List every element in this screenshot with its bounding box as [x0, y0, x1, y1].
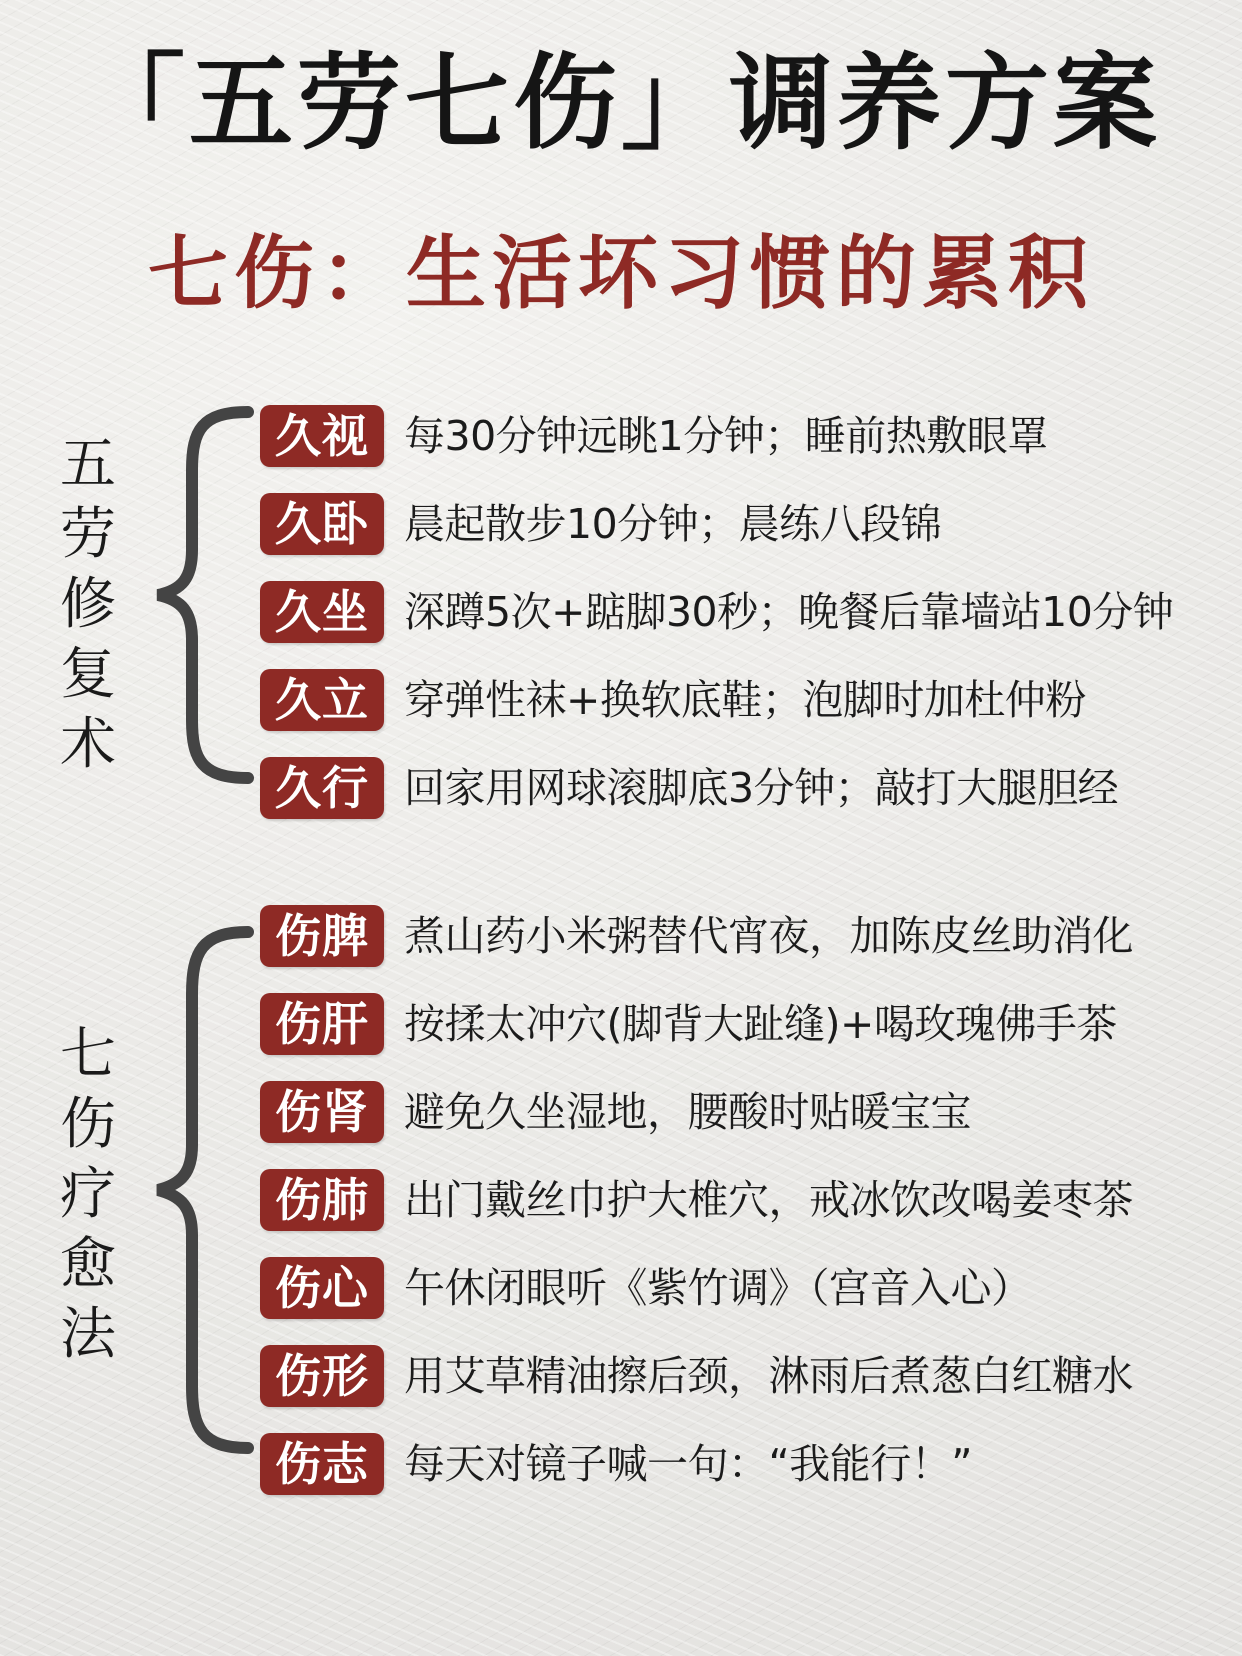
five-labors-badge: 久坐 [260, 581, 384, 643]
five-labors-tip: 穿弹性袜+换软底鞋；泡脚时加杜仲粉 [404, 676, 1086, 724]
five-labors-tip: 深蹲5次+踮脚30秒；晚餐后靠墙站10分钟 [404, 588, 1174, 636]
seven-injuries-brace [150, 910, 260, 1470]
list-item [260, 1254, 1032, 1322]
five-labors-badge: 久卧 [260, 493, 384, 555]
seven-injuries-badge: 伤志 [260, 1433, 384, 1495]
page-title: 「五劳七伤」调养方案 [80, 42, 1161, 164]
list-item [260, 1430, 972, 1498]
five-labors-tip: 回家用网球滚脚底3分钟；敲打大腿胆经 [404, 764, 1119, 812]
list-item [260, 490, 941, 558]
seven-injuries-badge: 伤心 [260, 1257, 384, 1319]
list-item [260, 666, 1086, 734]
seven-injuries-tip: 午休闭眼听《紫竹调》（宫音入心） [404, 1264, 1032, 1312]
five-labors-tip: 每30分钟远眺1分钟；睡前热敷眼罩 [404, 412, 1048, 460]
list-item [260, 1342, 1133, 1410]
list-item [260, 1078, 971, 1146]
five-labors-tip: 晨起散步10分钟；晨练八段锦 [404, 500, 942, 548]
seven-injuries-tip: 避免久坐湿地，腰酸时贴暖宝宝 [404, 1088, 971, 1136]
five-labors-label: 五 劳 修 复 术 [60, 432, 116, 777]
five-labors-badge: 久立 [260, 669, 384, 731]
seven-injuries-badge: 伤肾 [260, 1081, 384, 1143]
five-labors-badge: 久视 [260, 405, 384, 467]
seven-injuries-tip: 按揉太冲穴(脚背大趾缝)+喝玫瑰佛手茶 [404, 1000, 1117, 1048]
seven-injuries-tip: 用艾草精油擦后颈，淋雨后煮葱白红糖水 [404, 1352, 1133, 1400]
seven-injuries-tip: 每天对镜子喊一句：“我能行！” [404, 1440, 972, 1488]
list-item [260, 990, 1117, 1058]
list-item [260, 1166, 1133, 1234]
seven-injuries-tip: 煮山药小米粥替代宵夜，加陈皮丝助消化 [404, 912, 1133, 960]
seven-injuries-badge: 伤脾 [260, 905, 384, 967]
page-subtitle: 七伤：生活坏习惯的累积 [148, 227, 1094, 320]
seven-injuries-badge: 伤形 [260, 1345, 384, 1407]
list-item [260, 754, 1118, 822]
five-labors-badge: 久行 [260, 757, 384, 819]
seven-injuries-tip: 出门戴丝巾护大椎穴，戒冰饮改喝姜枣茶 [404, 1176, 1133, 1224]
list-item [260, 402, 1048, 470]
seven-injuries-label: 七 伤 疗 愈 法 [60, 1022, 116, 1367]
list-item [260, 902, 1133, 970]
five-labors-brace [150, 400, 260, 800]
seven-injuries-badge: 伤肝 [260, 993, 384, 1055]
seven-injuries-badge: 伤肺 [260, 1169, 384, 1231]
list-item [260, 578, 1173, 646]
